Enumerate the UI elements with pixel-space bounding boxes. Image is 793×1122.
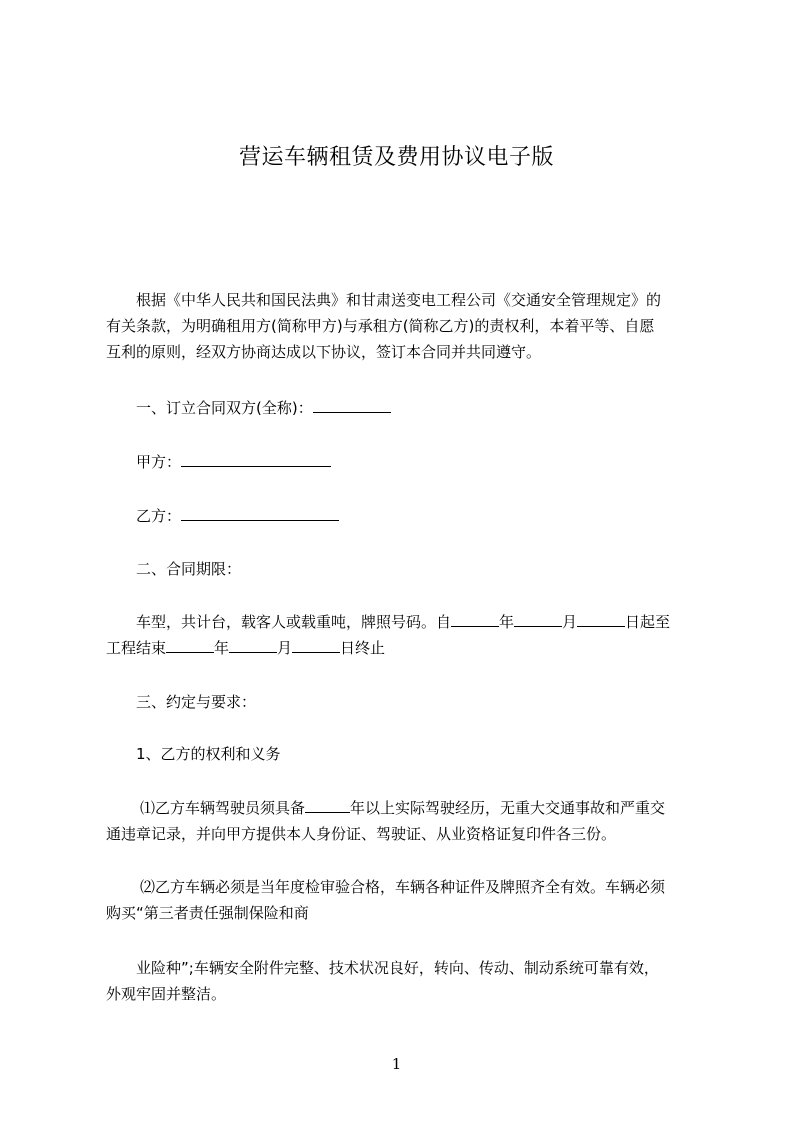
end-day-blank[interactable] — [292, 637, 340, 653]
start-year-label: 年 — [499, 613, 515, 631]
item2-line-4: 外观牢固并整洁。 — [106, 985, 227, 1003]
full-name-blank[interactable] — [313, 397, 391, 413]
start-day-blank[interactable] — [577, 611, 625, 627]
section1-heading-line — [136, 395, 391, 422]
term-line-2 — [106, 635, 385, 662]
party-a-label: 甲方： — [136, 453, 182, 471]
document-title: 营运车辆租赁及费用协议电子版 — [238, 145, 554, 170]
item1-prefix: ⑴乙方车辆驾驶员须具备 — [140, 799, 306, 817]
item2-line-1: ⑵乙方车辆必须是当年度检审验合格，车辆各种证件及牌照齐全有效。车辆必须 — [140, 878, 666, 896]
party-b-label: 乙方： — [136, 507, 182, 525]
item1-suffix: 年以上实际驾驶经历，无重大交通事故和严重交 — [350, 799, 666, 817]
term-line-1-text: 车型，共计台，载客人或载重吨，牌照号码。自 — [136, 613, 452, 631]
start-month-blank[interactable] — [514, 611, 562, 627]
experience-years-blank[interactable] — [305, 797, 350, 813]
end-day-label: 日终止 — [340, 639, 386, 657]
section2-heading: 二、合同期限： — [136, 560, 242, 578]
end-year-label: 年 — [214, 639, 230, 657]
item1-line-1 — [140, 795, 665, 822]
section3-sub1: 1、乙方的权利和义务 — [136, 745, 281, 763]
party-b-line — [136, 503, 339, 530]
start-day-label: 日起至 — [625, 613, 671, 631]
section3-heading: 三、约定与要求： — [136, 693, 257, 711]
intro-line-2: 有关条款，为明确租用方(简称甲方)与承租方(简称乙方)的责权利，本着平等、自愿 — [106, 317, 655, 335]
end-month-label: 月 — [277, 639, 293, 657]
end-year-blank[interactable] — [166, 637, 214, 653]
intro-line-1: 根据《中华人民共和国民法典》和甘肃送变电工程公司《交通安全管理规定》的 — [136, 291, 662, 309]
item2-line-3: 业险种”;车辆安全附件完整、技术状况良好，转向、传动、制动系统可靠有效， — [136, 959, 659, 977]
term-line-1 — [136, 609, 670, 636]
party-b-blank[interactable] — [181, 505, 339, 521]
section1-heading: 一、订立合同双方(全称)： — [136, 399, 313, 417]
party-a-line — [136, 449, 331, 476]
start-year-blank[interactable] — [451, 611, 499, 627]
end-month-blank[interactable] — [229, 637, 277, 653]
start-month-label: 月 — [562, 613, 578, 631]
term-line-2-text: 工程结束 — [106, 639, 167, 657]
page-number: 1 — [391, 1055, 402, 1073]
item2-line-2: 购买“第三者责任强制保险和商 — [106, 904, 309, 922]
party-a-blank[interactable] — [181, 451, 331, 467]
item1-line-2: 通违章记录，并向甲方提供本人身份证、驾驶证、从业资格证复印件各三份。 — [106, 825, 617, 843]
intro-line-3: 互利的原则，经双方协商达成以下协议，签订本合同并共同遵守。 — [106, 343, 542, 361]
